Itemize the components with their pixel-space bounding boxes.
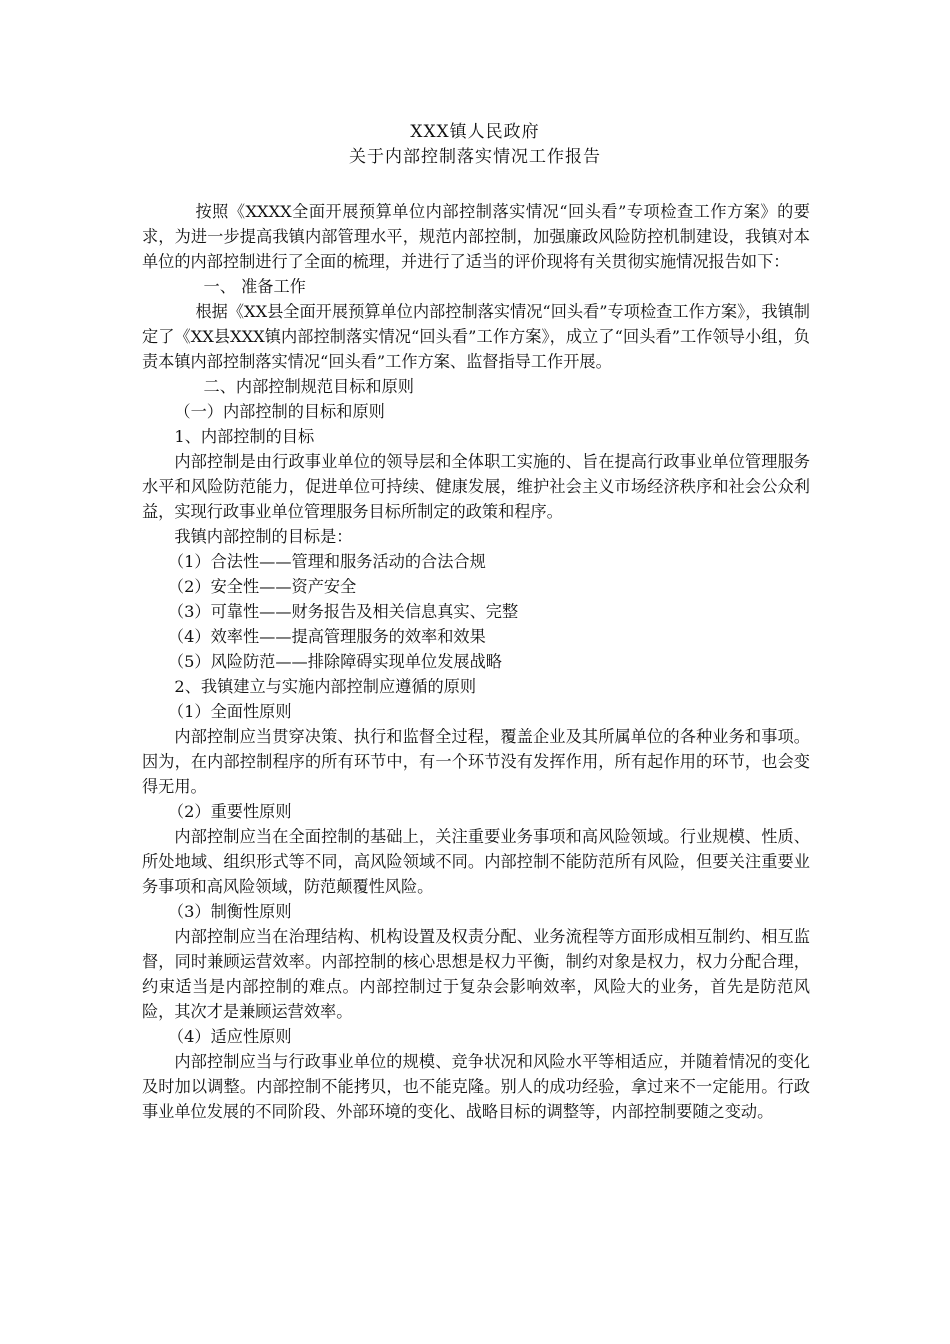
goal-item-5: （5）风险防范——排除障碍实现单位发展战略	[167, 652, 502, 671]
item-heading-1: 1、内部控制的目标	[174, 427, 315, 446]
paragraph-goals-intro: 我镇内部控制的目标是：	[174, 527, 353, 546]
goal-item-3: （3）可靠性——财务报告及相关信息真实、完整	[167, 602, 519, 621]
principle-heading-4: （4）适应性原则	[167, 1027, 292, 1046]
paragraph-preparation: 根据《XX县全面开展预算单位内部控制落实情况“回头看”专项检查工作方案》，我镇制定了《XX县XXX镇内部控制落实情况“回头看”工作方案》，成立了“回头看”工作领导小组，负责本镇内部控制落实情况“回头看”工作方案、监督指导工作开展。	[142, 302, 810, 371]
principle-text-4: 内部控制应当与行政事业单位的规模、竞争状况和风险水平等相适应，并随着情况的变化及时加以调整。内部控制不能拷贝，也不能克隆。别人的成功经验，拿过来不一定能用。行政事业单位发展的不同阶段、外部环境的变化、战略目标的调整等，内部控制要随之变动。	[142, 1052, 810, 1121]
goal-item-1: （1）合法性——管理和服务活动的合法合规	[167, 552, 486, 571]
goal-item-4: （4）效率性——提高管理服务的效率和效果	[167, 627, 486, 646]
subsection-heading-1: （一）内部控制的目标和原则	[174, 402, 385, 421]
paragraph-intro: 按照《XXXX全面开展预算单位内部控制落实情况“回头看”专项检查工作方案》的要求，为进一步提高我镇内部管理水平，规范内部控制，加强廉政风险防控机制建设，我镇对本单位的内部控制进行了全面的梳理，并进行了适当的评价现将有关贯彻实施情况报告如下：	[142, 202, 810, 271]
section-heading-1: 一、 准备工作	[203, 277, 306, 296]
paragraph-control-definition: 内部控制是由行政事业单位的领导层和全体职工实施的、旨在提高行政事业单位管理服务水平和风险防范能力，促进单位可持续、健康发展，维护社会主义市场经济秩序和社会公众利益，实现行政事业单位管理服务目标所制定的政策和程序。	[142, 452, 810, 521]
principle-text-3: 内部控制应当在治理结构、机构设置及权责分配、业务流程等方面形成相互制约、相互监督，同时兼顾运营效率。内部控制的核心思想是权力平衡，制约对象是权力，权力分配合理，约束适当是内部控制的难点。内部控制过于复杂会影响效率，风险大的业务，首先是防范风险，其次才是兼顾运营效率。	[142, 927, 810, 1021]
goal-item-2: （2）安全性——资产安全	[167, 577, 357, 596]
document-body	[142, 199, 810, 1124]
principle-heading-3: （3）制衡性原则	[167, 902, 292, 921]
document-title-line1: XXX镇人民政府	[410, 122, 540, 142]
section-heading-2: 二、内部控制规范目标和原则	[203, 377, 414, 396]
principle-heading-2: （2）重要性原则	[167, 802, 292, 821]
item-heading-2: 2、我镇建立与实施内部控制应遵循的原则	[174, 677, 477, 696]
principle-text-1: 内部控制应当贯穿决策、执行和监督全过程，覆盖企业及其所属单位的各种业务和事项。因为，在内部控制程序的所有环节中，有一个环节没有发挥作用，所有起作用的环节，也会变得无用。	[142, 727, 810, 796]
principle-heading-1: （1）全面性原则	[167, 702, 292, 721]
principle-text-2: 内部控制应当在全面控制的基础上，关注重要业务事项和高风险领域。行业规模、性质、所处地域、组织形式等不同，高风险领域不同。内部控制不能防范所有风险，但要关注重要业务事项和高风险领域，防范颠覆性风险。	[142, 827, 810, 896]
document-title-line2: 关于内部控制落实情况工作报告	[349, 147, 601, 167]
